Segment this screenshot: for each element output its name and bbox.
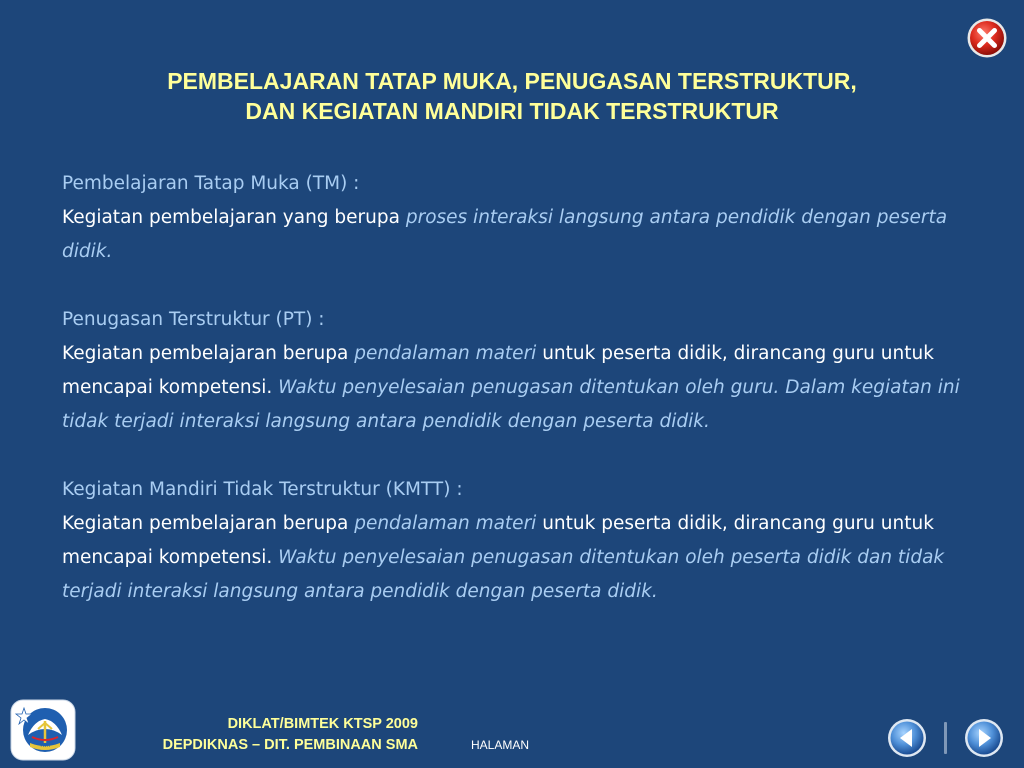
slide-title-line-2: DAN KEGIATAN MANDIRI TIDAK TERSTRUKTUR: [245, 98, 779, 124]
section-penugasan-terstruktur: [62, 303, 992, 439]
body-emphasis: pendalaman materi: [354, 513, 537, 534]
body-text: Kegiatan pembelajaran yang berupa: [62, 207, 406, 228]
body-emphasis: proses interaksi langsung antara pendidik dengan peserta didik.: [62, 207, 948, 262]
logo-banner-text: TWH: [39, 744, 51, 749]
slide-title: [40, 66, 984, 126]
nav-divider: [944, 722, 947, 754]
close-button[interactable]: [966, 17, 1008, 59]
section-body: [62, 201, 992, 269]
body-emphasis: Waktu penyelesaian penugasan ditentukan oleh peserta didik dan tidak terjadi interaksi langsung antara pendidik dengan peserta didik.: [62, 547, 945, 602]
body-emphasis: Waktu penyelesaian penugasan ditentukan oleh guru. Dalam kegiatan ini tidak terjadi interaksi langsung antara pendidik dengan peserta didik.: [62, 377, 960, 432]
page-label: HALAMAN: [471, 738, 530, 752]
arrow-left-icon: [887, 718, 927, 758]
close-icon: [966, 17, 1008, 59]
arrow-right-icon: [964, 718, 1004, 758]
next-slide-button[interactable]: [964, 718, 1004, 758]
section-body: [62, 507, 992, 609]
previous-slide-button[interactable]: [887, 718, 927, 758]
slide-title-line-1: PEMBELAJARAN TATAP MUKA, PENUGASAN TERSTRUKTUR,: [167, 68, 857, 94]
body-text: Kegiatan pembelajaran berupa: [62, 513, 355, 534]
ministry-logo-icon: [10, 699, 76, 761]
slide-content: [62, 167, 992, 643]
body-text: untuk peserta didik, dirancang guru untuk mencapai kompetensi.: [62, 343, 934, 398]
body-emphasis: pendalaman materi: [354, 343, 537, 364]
section-heading: Kegiatan Mandiri Tidak Terstruktur (KMTT) :: [62, 479, 463, 500]
footer-organization-label: DEPDIKNAS – DIT. PEMBINAAN SMA: [162, 737, 418, 753]
section-heading: Penugasan Terstruktur (PT) :: [62, 309, 325, 330]
footer-event-label: DIKLAT/BIMTEK KTSP 2009: [227, 716, 418, 732]
section-heading: Pembelajaran Tatap Muka (TM) :: [62, 173, 360, 194]
section-tatap-muka: [62, 167, 992, 269]
ministry-logo: [10, 699, 76, 761]
section-body: [62, 337, 992, 439]
section-kegiatan-mandiri: [62, 473, 992, 609]
body-text: untuk peserta didik, dirancang guru untuk mencapai kompetensi.: [62, 513, 934, 568]
body-text: Kegiatan pembelajaran berupa: [62, 343, 355, 364]
